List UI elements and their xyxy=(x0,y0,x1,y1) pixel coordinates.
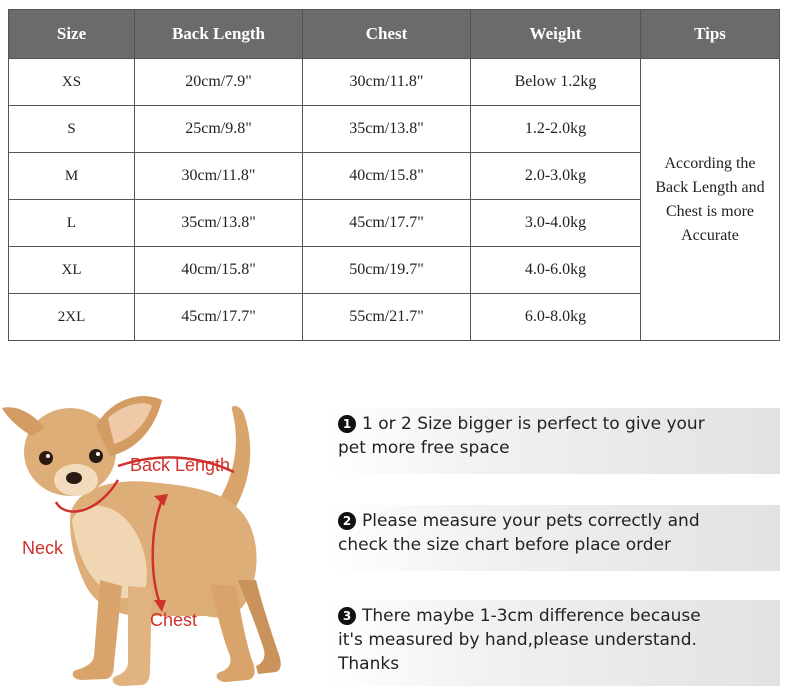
weight-cell: 6.0-8.0kg xyxy=(471,294,641,341)
chest-cell: 40cm/15.8" xyxy=(303,153,471,200)
tips-line: Accurate xyxy=(681,226,739,244)
tips-cell xyxy=(641,59,780,341)
back-length-cell: 40cm/15.8" xyxy=(135,247,303,294)
tips-line: Chest is more xyxy=(666,202,754,220)
tip-text: There maybe 1-3cm difference because xyxy=(362,606,701,626)
tip-number-badge: 1 xyxy=(338,415,356,433)
tip-line xyxy=(338,509,774,533)
weight-cell: 4.0-6.0kg xyxy=(471,247,641,294)
header-tips: Tips xyxy=(641,10,780,59)
table-row xyxy=(9,59,780,106)
chest-cell: 30cm/11.8" xyxy=(303,59,471,106)
size-cell: L xyxy=(9,200,135,247)
back-length-cell: 45cm/17.7" xyxy=(135,294,303,341)
dog-measurement-diagram xyxy=(0,380,320,692)
tip-line xyxy=(338,604,774,628)
weight-cell: 1.2-2.0kg xyxy=(471,106,641,153)
chest-cell: 55cm/21.7" xyxy=(303,294,471,341)
tips-line: According the xyxy=(664,154,756,172)
tip-text: 1 or 2 Size bigger is perfect to give your xyxy=(362,414,705,434)
weight-cell: Below 1.2kg xyxy=(471,59,641,106)
tip-number-badge: 2 xyxy=(338,512,356,530)
back-length-cell: 20cm/7.9" xyxy=(135,59,303,106)
tip-line xyxy=(338,412,774,436)
chest-cell: 50cm/19.7" xyxy=(303,247,471,294)
dog-eye-right-shine xyxy=(96,452,100,456)
tip-line: check the size chart before place order xyxy=(338,535,672,555)
back-length-cell: 30cm/11.8" xyxy=(135,153,303,200)
dog-eye-left xyxy=(39,451,53,465)
table-header-row xyxy=(9,10,780,59)
back-length-label: Back Length xyxy=(130,455,231,475)
dog-eye-left-shine xyxy=(46,454,50,458)
size-cell: S xyxy=(9,106,135,153)
tip-number-badge: 3 xyxy=(338,607,356,625)
size-cell: M xyxy=(9,153,135,200)
size-cell: 2XL xyxy=(9,294,135,341)
tip-line: it's measured by hand,please understand. xyxy=(338,630,697,650)
chest-cell: 35cm/13.8" xyxy=(303,106,471,153)
chest-label: Chest xyxy=(150,610,198,630)
header-back-length: Back Length xyxy=(135,10,303,59)
header-chest: Chest xyxy=(303,10,471,59)
tip-box xyxy=(330,505,780,571)
weight-cell: 2.0-3.0kg xyxy=(471,153,641,200)
header-size: Size xyxy=(9,10,135,59)
tip-box xyxy=(330,408,780,474)
size-cell: XL xyxy=(9,247,135,294)
header-weight: Weight xyxy=(471,10,641,59)
size-chart-table xyxy=(8,9,780,341)
back-length-cell: 35cm/13.8" xyxy=(135,200,303,247)
dog-eye-right xyxy=(89,449,103,463)
tip-line: pet more free space xyxy=(338,438,510,458)
dog-illustration xyxy=(0,380,320,692)
tip-line: Thanks xyxy=(338,654,400,674)
tip-text: Please measure your pets correctly and xyxy=(362,511,700,531)
dog-nose xyxy=(66,472,82,484)
weight-cell: 3.0-4.0kg xyxy=(471,200,641,247)
tips-line: Back Length and xyxy=(655,178,765,196)
neck-label: Neck xyxy=(22,538,64,558)
dog-ear-left xyxy=(2,407,44,436)
tip-box xyxy=(330,600,780,686)
size-cell: XS xyxy=(9,59,135,106)
chest-cell: 45cm/17.7" xyxy=(303,200,471,247)
back-length-cell: 25cm/9.8" xyxy=(135,106,303,153)
